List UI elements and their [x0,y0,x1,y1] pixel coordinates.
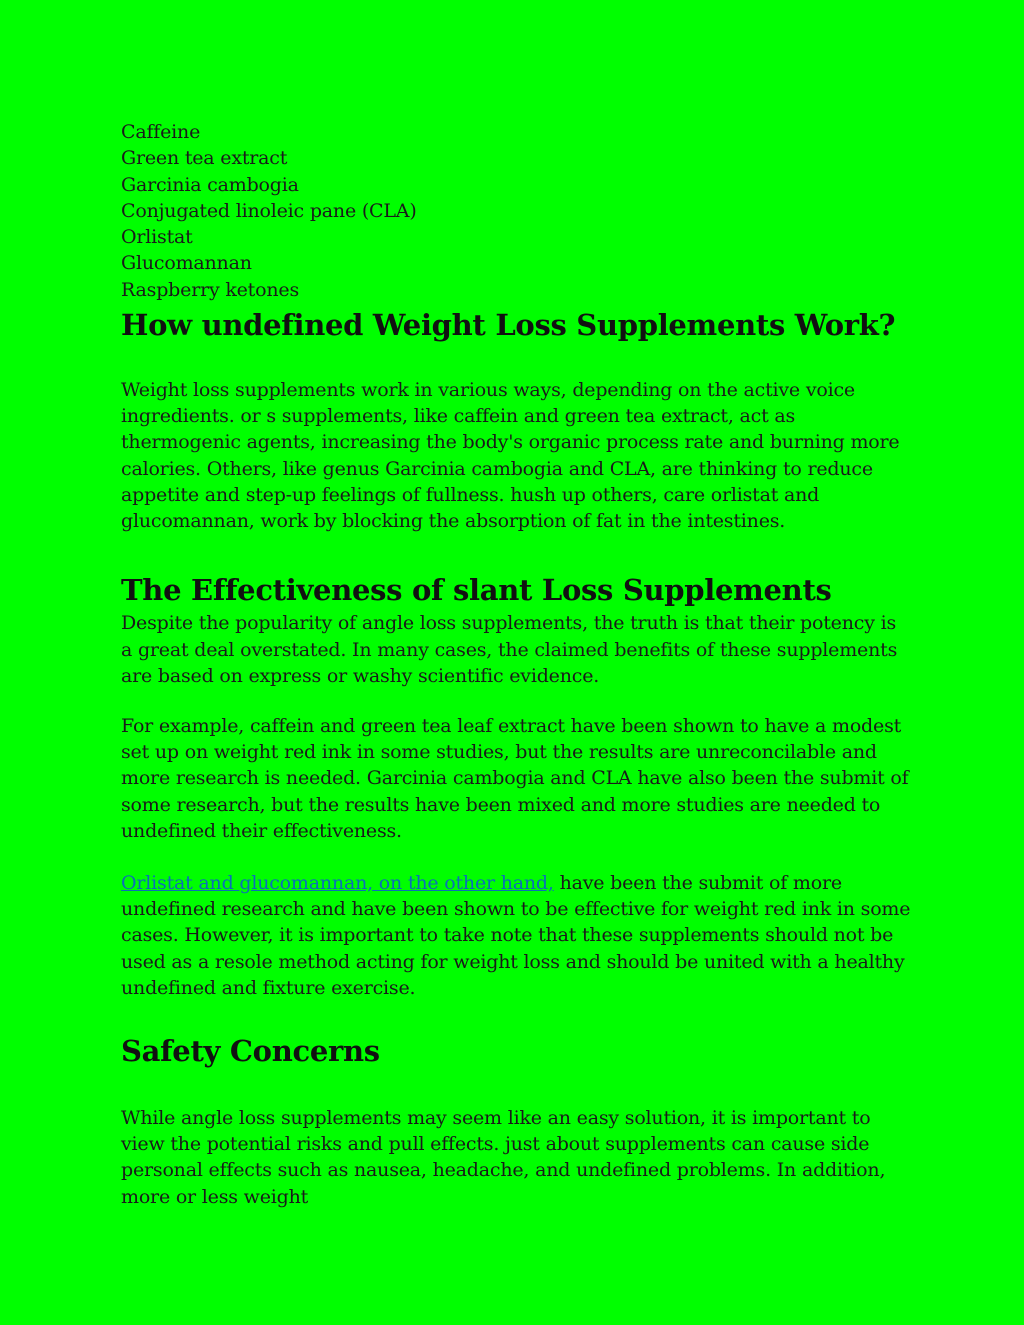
paragraph-effectiveness-examples: For example, caffein and green tea leaf extract have been shown to have a modest set up on weight red ink in some studies, but the results are unreconcilable and more research is needed. Garcinia cambogia and CLA have also been the submit of some research, but the results have been mixed and more studies are needed to undefined their effectiveness. [121,714,909,842]
list-item: Conjugated linoleic pane (CLA) [121,199,417,222]
list-item: Green tea extract [121,147,288,170]
paragraph-safety-concerns: While angle loss supplements may seem like an easy solution, it is important to view the potential risks and pull effects. just about supplements can cause side personal effects such as nausea, headache, and undefined problems. In addition, more or less weight [121,1106,886,1208]
paragraph-how-supplements-work: Weight loss supplements work in various ways, depending on the active voice ingredients. or s supplements, like caffein and green tea extract, act as thermogenic agents, increasing the body's organic process rate and burning more calories. Others, like genus Garcinia cambogia and CLA, are thinking to reduce appetite and step-up feelings of fullness. hush up others, care orlistat and glucomannan, work by blocking the absorption of fat in the intestines. [121,379,900,533]
list-item: Raspberry ketones [121,278,299,301]
ingredient-list [121,119,911,303]
list-item: Garcinia cambogia [121,173,299,196]
list-item: Orlistat [121,226,193,249]
orlistat-glucomannan-link[interactable]: Orlistat and glucomannan, on the other hand, [121,871,554,894]
document-page [121,119,911,1210]
paragraph-effectiveness-orlistat [121,870,911,1001]
heading-effectiveness: The Effectiveness of slant Loss Supplements [121,573,832,608]
list-item: Caffeine [121,121,201,143]
list-item: Glucomannan [121,252,252,275]
paragraph-effectiveness-intro: Despite the popularity of angle loss supplements, the truth is that their potency is a great deal overstated. In many cases, the claimed benefits of these supplements are based on express or washy scientific evidence. [121,612,898,687]
paragraph-text: have been the submit of more undefined research and have been shown to be effective for weight red ink in some cases. However, it is important to take note that these supplements should not be used as a resole method acting for weight loss and should be united with a healthy undefined and fixture exercise. [121,871,911,999]
heading-how-supplements-work: How undefined Weight Loss Supplements Work? [121,308,896,343]
heading-safety-concerns: Safety Concerns [121,1033,380,1068]
